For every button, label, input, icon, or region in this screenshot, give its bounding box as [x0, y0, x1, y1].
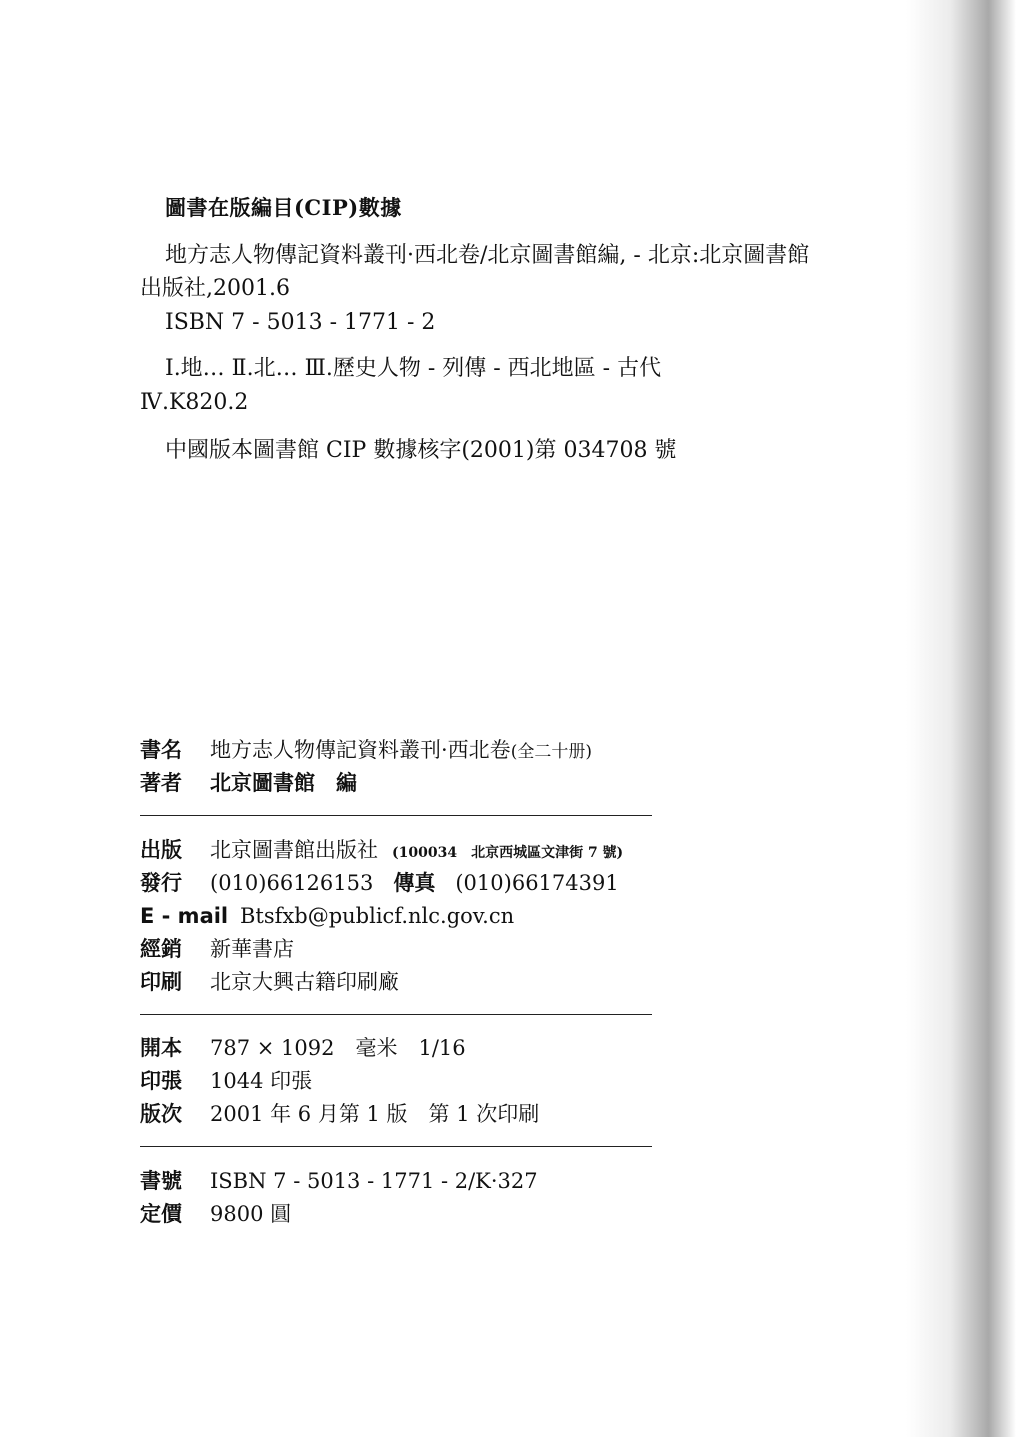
email-row — [140, 901, 514, 931]
edition-value: 2001 年 6 月第 1 版 第 1 次印刷 — [210, 1102, 540, 1126]
book-number-row — [140, 1166, 538, 1196]
fax-value: (010)66174391 — [455, 871, 619, 895]
author-label: 著者 — [140, 771, 182, 795]
divider-3 — [140, 1146, 652, 1147]
price-label: 定價 — [140, 1202, 182, 1226]
distribution-row — [140, 868, 619, 898]
publisher-label: 出版 — [140, 838, 182, 862]
book-number-value: ISBN 7 - 5013 - 1771 - 2/K·327 — [210, 1169, 538, 1193]
sheets-row — [140, 1066, 312, 1096]
distribution-phone: (010)66126153 — [210, 871, 374, 895]
divider-2 — [140, 1014, 652, 1015]
printer-label: 印刷 — [140, 970, 182, 994]
printer-row — [140, 967, 399, 997]
price-row — [140, 1199, 291, 1229]
seller-label: 經銷 — [140, 937, 182, 961]
book-name-value: 地方志人物傳記資料叢刊·西北卷 — [210, 738, 511, 762]
seller-value: 新華書店 — [210, 937, 294, 961]
author-row — [140, 768, 357, 798]
book-name-note: (全二十册) — [510, 742, 592, 762]
publisher-row — [140, 835, 623, 865]
page-edge-shadow — [906, 0, 1016, 1437]
format-row — [140, 1033, 466, 1063]
seller-row — [140, 934, 294, 964]
sheets-label: 印張 — [140, 1069, 182, 1093]
email-label: E - mail — [140, 904, 229, 928]
fax-label: 傳真 — [393, 870, 436, 895]
divider-1 — [140, 815, 652, 816]
cip-number: 中國版本圖書館 CIP 數據核字(2001)第 034708 號 — [165, 438, 677, 463]
format-value: 787 × 1092 毫米 1/16 — [210, 1036, 466, 1060]
email-value: Btsfxb@publicf.nlc.gov.cn — [240, 904, 515, 928]
printer-value: 北京大興古籍印刷廠 — [210, 970, 399, 994]
format-label: 開本 — [140, 1036, 182, 1060]
author-value: 北京圖書館 編 — [210, 770, 357, 795]
cip-title: 圖書在版編目(CIP)數據 — [165, 195, 402, 220]
price-value: 9800 圓 — [210, 1202, 292, 1226]
book-number-label: 書號 — [140, 1169, 182, 1193]
cip-line-2: 出版社,2001.6 — [140, 276, 290, 301]
cip-line-1: 地方志人物傳記資料叢刊·西北卷/北京圖書館編, - 北京:北京圖書館 — [165, 243, 810, 268]
publisher-address: (100034 北京西城區文津街 7 號) — [392, 845, 624, 861]
edition-label: 版次 — [140, 1102, 182, 1126]
publisher-value: 北京圖書館出版社 — [210, 838, 378, 862]
cip-isbn: ISBN 7 - 5013 - 1771 - 2 — [165, 310, 436, 335]
distribution-label: 發行 — [140, 871, 182, 895]
sheets-value: 1044 印張 — [210, 1069, 313, 1093]
cip-classification-1: Ⅰ.地… Ⅱ.北… Ⅲ.歷史人物 - 列傳 - 西北地區 - 古代 — [165, 356, 662, 381]
book-name-row — [140, 735, 592, 765]
book-name-label: 書名 — [140, 738, 182, 762]
edition-row — [140, 1099, 539, 1129]
cip-classification-2: Ⅳ.K820.2 — [140, 390, 249, 415]
